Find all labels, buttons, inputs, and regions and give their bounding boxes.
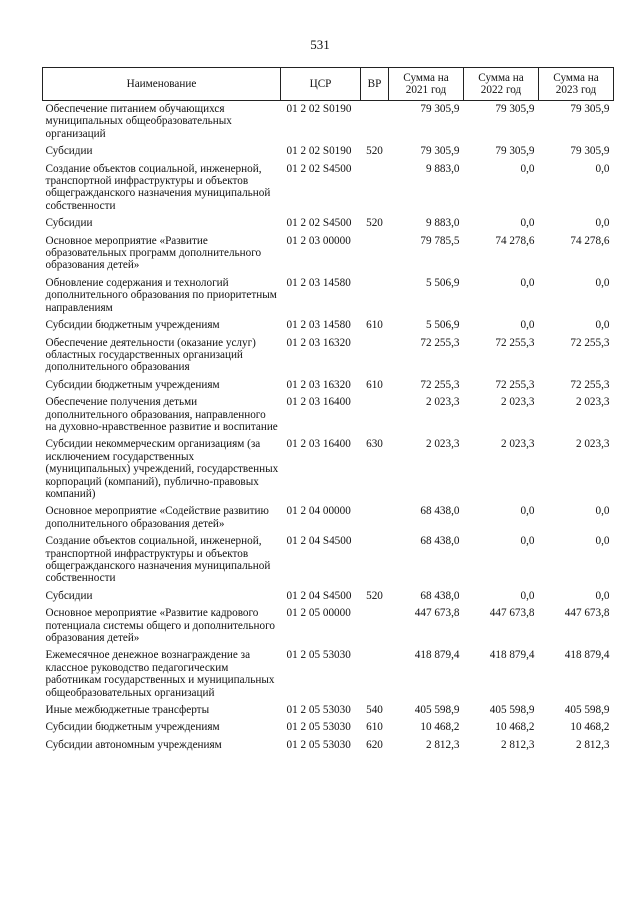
page-number: 531: [310, 37, 330, 52]
row-vr-code: 610: [366, 721, 383, 734]
row-csr-code: 01 2 03 16400: [286, 438, 351, 451]
row-sum-2023: 72 255,3: [570, 336, 610, 349]
table-row: [43, 215, 614, 232]
row-sum-2021: 72 255,3: [420, 378, 460, 391]
header-sum-2022: Сумма на 2022 год: [464, 68, 539, 101]
row-sum-2021: 10 468,2: [420, 721, 460, 734]
row-sum-2022: 74 278,6: [495, 234, 535, 247]
row-vr-code: 520: [366, 589, 383, 602]
row-sum-2021: 5 506,9: [425, 319, 460, 332]
row-vr-code: 620: [366, 738, 383, 751]
row-csr-code: 01 2 03 16320: [286, 336, 351, 349]
table-row: [43, 503, 614, 533]
table-row: [43, 101, 614, 144]
row-sum-2021: 447 673,8: [414, 607, 460, 620]
row-name: Субсидии: [45, 589, 93, 602]
row-name: Обеспечение деятельности (оказание услуг) областных государственных организаций дополнительного образования: [45, 336, 256, 374]
table-row: [43, 143, 614, 160]
row-csr-code: 01 2 02 S0190: [286, 145, 352, 158]
row-csr-code: 01 2 02 S0190: [286, 103, 352, 115]
row-sum-2022: 405 598,9: [489, 704, 535, 717]
table-row: [43, 436, 614, 503]
row-name: Основное мероприятие «Развитие образовательных программ дополнительного образования детей»: [45, 234, 262, 272]
row-sum-2022: 2 023,3: [500, 396, 535, 409]
row-sum-2022: 2 023,3: [500, 438, 535, 451]
row-csr-code: 01 2 03 00000: [286, 234, 351, 247]
row-csr-code: 01 2 03 16320: [286, 378, 351, 391]
row-name: Основное мероприятие «Развитие кадрового потенциала системы общего и дополнительного образования детей»: [45, 607, 275, 645]
table-row: [43, 275, 614, 317]
row-csr-code: 01 2 05 00000: [286, 607, 351, 620]
row-csr-code: 01 2 04 00000: [286, 505, 351, 518]
table-row: [43, 647, 614, 702]
row-name: Обеспечение питанием обучающихся муниципальных общеобразовательных организаций: [45, 103, 232, 140]
row-csr-code: 01 2 05 53030: [286, 721, 351, 734]
row-sum-2023: 0,0: [595, 535, 610, 548]
row-sum-2021: 405 598,9: [414, 704, 460, 717]
row-sum-2022: 447 673,8: [489, 607, 535, 620]
row-sum-2021: 418 879,4: [414, 649, 460, 662]
row-sum-2021: 9 883,0: [425, 217, 460, 230]
row-vr-code: [361, 161, 389, 216]
row-csr-code: 01 2 05 53030: [286, 704, 351, 717]
row-sum-2021: 79 785,5: [420, 234, 460, 247]
table-row: [43, 161, 614, 216]
row-csr-code: 01 2 03 14580: [286, 319, 351, 332]
row-vr-code: [361, 605, 389, 647]
row-sum-2023: 2 812,3: [575, 738, 610, 751]
row-sum-2022: 79 305,9: [495, 145, 535, 158]
header-name: Наименование: [43, 68, 281, 101]
header-csr: ЦСР: [281, 68, 361, 101]
row-sum-2023: 0,0: [595, 505, 610, 518]
row-sum-2021: 68 438,0: [420, 505, 460, 518]
row-sum-2021: 9 883,0: [425, 162, 460, 175]
row-name: Субсидии бюджетным учреждениям: [45, 378, 220, 391]
table-row: [43, 737, 614, 754]
row-sum-2022: 0,0: [520, 162, 535, 175]
table-row: [43, 394, 614, 436]
table-row: [43, 588, 614, 605]
row-sum-2023: 0,0: [595, 589, 610, 602]
row-sum-2022: 0,0: [520, 589, 535, 602]
row-sum-2021: 79 305,9: [420, 103, 460, 115]
header-vr: ВР: [361, 68, 389, 101]
row-vr-code: [361, 647, 389, 702]
row-csr-code: 01 2 03 16400: [286, 396, 351, 409]
row-name: Основное мероприятие «Содействие развитию дополнительного образования детей»: [45, 505, 269, 530]
row-sum-2023: 405 598,9: [564, 704, 610, 717]
row-name: Создание объектов социальной, инженерной, транспортной инфраструктуры и объектов общегражданского назначения муниципальной собственности: [45, 162, 271, 212]
row-sum-2022: 0,0: [520, 505, 535, 518]
row-name: Субсидии бюджетным учреждениям: [45, 721, 220, 734]
row-sum-2022: 72 255,3: [495, 336, 535, 349]
row-vr-code: 520: [366, 145, 383, 158]
row-csr-code: 01 2 05 53030: [286, 738, 351, 751]
row-csr-code: 01 2 02 S4500: [286, 162, 352, 175]
row-sum-2022: 72 255,3: [495, 378, 535, 391]
row-vr-code: 610: [366, 378, 383, 391]
row-sum-2023: 0,0: [595, 319, 610, 332]
row-sum-2021: 68 438,0: [420, 535, 460, 548]
row-vr-code: 630: [366, 438, 383, 451]
row-vr-code: [361, 275, 389, 317]
row-name: Субсидии: [45, 145, 93, 158]
row-vr-code: [361, 233, 389, 275]
row-sum-2021: 72 255,3: [420, 336, 460, 349]
row-csr-code: 01 2 05 53030: [286, 649, 351, 662]
row-sum-2021: 68 438,0: [420, 589, 460, 602]
row-vr-code: [361, 394, 389, 436]
table-row: [43, 702, 614, 719]
row-sum-2021: 2 023,3: [425, 396, 460, 409]
row-sum-2023: 79 305,9: [570, 145, 610, 158]
header-sum-2023: Сумма на 2023 год: [539, 68, 614, 101]
table-body: [43, 101, 614, 755]
row-name: Субсидии некоммерческим организациям (за исключением государственных (муниципальных) учреждений, государственных корпораций (компаний), публично-правовых компаний): [45, 438, 279, 500]
row-sum-2022: 2 812,3: [500, 738, 535, 751]
row-vr-code: 520: [366, 217, 383, 230]
row-sum-2023: 0,0: [595, 217, 610, 230]
row-sum-2022: 0,0: [520, 319, 535, 332]
row-sum-2022: 10 468,2: [495, 721, 535, 734]
header-sum-2021: Сумма на 2021 год: [389, 68, 464, 101]
row-vr-code: [361, 335, 389, 377]
row-csr-code: 01 2 04 S4500: [286, 589, 352, 602]
row-sum-2021: 79 305,9: [420, 145, 460, 158]
row-vr-code: 540: [366, 704, 383, 717]
row-sum-2023: 418 879,4: [564, 649, 610, 662]
row-sum-2022: 0,0: [520, 535, 535, 548]
row-name: Субсидии автономным учреждениям: [45, 738, 222, 751]
table-row: [43, 317, 614, 334]
row-vr-code: [361, 533, 389, 588]
row-sum-2023: 79 305,9: [570, 103, 610, 115]
table-row: [43, 533, 614, 588]
row-sum-2023: 447 673,8: [564, 607, 610, 620]
row-csr-code: 01 2 04 S4500: [286, 535, 352, 548]
row-vr-code: [361, 503, 389, 533]
row-name: Ежемесячное денежное вознаграждение за классное руководство педагогическим работникам государственных и муниципальных общеобразовательных организаций: [45, 649, 275, 699]
table-row: [43, 377, 614, 394]
table-header: [43, 68, 614, 101]
row-sum-2023: 0,0: [595, 276, 610, 289]
row-sum-2023: 0,0: [595, 162, 610, 175]
row-sum-2023: 2 023,3: [575, 396, 610, 409]
row-name: Обновление содержания и технологий дополнительного образования по приоритетным направлениям: [45, 276, 277, 314]
row-sum-2023: 74 278,6: [570, 234, 610, 247]
row-sum-2021: 5 506,9: [425, 276, 460, 289]
table-row: [43, 605, 614, 647]
row-csr-code: 01 2 02 S4500: [286, 217, 352, 230]
row-sum-2021: 2 812,3: [425, 738, 460, 751]
row-sum-2022: 418 879,4: [489, 649, 535, 662]
row-name: Субсидии бюджетным учреждениям: [45, 319, 220, 332]
row-sum-2023: 72 255,3: [570, 378, 610, 391]
row-vr-code: [361, 101, 389, 144]
row-csr-code: 01 2 03 14580: [286, 276, 351, 289]
row-name: Создание объектов социальной, инженерной, транспортной инфраструктуры и объектов общегражданского назначения муниципальной собственности: [45, 535, 271, 585]
row-sum-2022: 79 305,9: [495, 103, 535, 115]
row-name: Иные межбюджетные трансферты: [45, 704, 210, 717]
table-row: [43, 233, 614, 275]
row-sum-2022: 0,0: [520, 276, 535, 289]
budget-table: [42, 67, 614, 754]
row-name: Субсидии: [45, 217, 93, 230]
row-sum-2023: 10 468,2: [570, 721, 610, 734]
row-sum-2023: 2 023,3: [575, 438, 610, 451]
row-name: Обеспечение получения детьми дополнительного образования, направленного на духовно-нравственное развитие и воспитание: [45, 396, 278, 433]
row-sum-2021: 2 023,3: [425, 438, 460, 451]
table-row: [43, 719, 614, 736]
row-vr-code: 610: [366, 319, 383, 332]
table-row: [43, 335, 614, 377]
row-sum-2022: 0,0: [520, 217, 535, 230]
